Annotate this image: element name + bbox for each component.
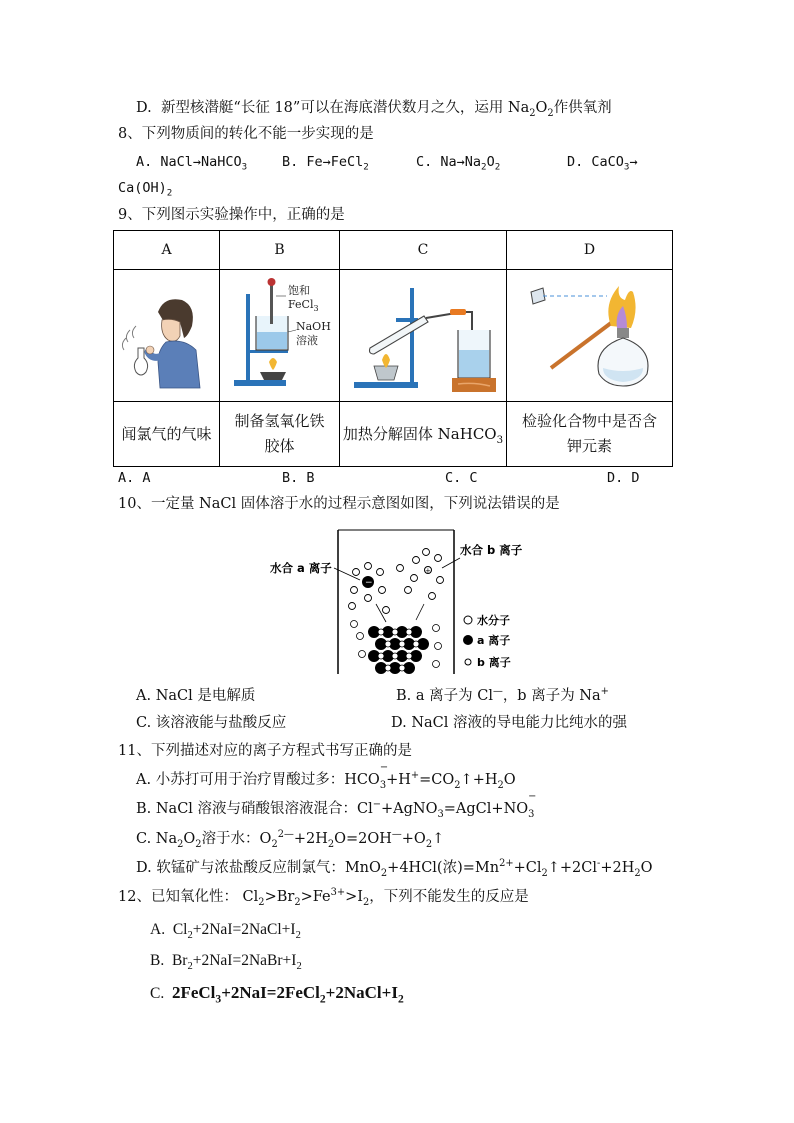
q9-image-b-cell — [220, 270, 340, 402]
q10-option-d: D. NaCl 溶液的导电能力比纯水的强 — [391, 715, 627, 731]
colloid-setup-illustration — [220, 270, 339, 397]
q9-header-a: A — [114, 231, 220, 270]
label-naoh: NaOH — [296, 320, 331, 333]
legend-b-ion: b 离子 — [477, 656, 511, 669]
q9-caption-a: 闻氯气的气味 — [114, 402, 220, 467]
q8-option-b: B. Fe→FeCl$_2$ — [282, 154, 369, 173]
q8-option-a: A. NaCl→NaHCO$_3$ — [136, 154, 248, 173]
q11-option-a: A. 小苏打可用于治疗胃酸过多：$HCO_3$ − $+H^+=CO_2↑+H_2O$ — [136, 762, 516, 791]
q10-stem: 10、一定量 NaCl 固体溶于水的过程示意图如图，下列说法错误的是 — [118, 496, 560, 512]
q9-image-a-cell — [114, 270, 220, 402]
q12-stem: 12、已知氧化性： $Cl_2>Br_2>Fe^{3+}>I_2$，下列不能发生的反应是 — [118, 887, 529, 908]
q9-answer-c: C. C — [445, 470, 478, 486]
label-hydrated-a: 水合 a 离子 — [270, 561, 332, 575]
svg-text:−: − — [365, 578, 373, 588]
nacl-dissolution-diagram — [266, 524, 536, 674]
q9-caption-c: 加热分解固体 NaHCO$_3$ — [340, 402, 507, 467]
q8-option-d-cont: $Ca(OH)_2$ — [118, 180, 173, 199]
q10-option-b: B. a 离子为 Cl—，b 离子为 Na+ — [396, 686, 609, 704]
q9-answer-a: A. A — [118, 470, 151, 486]
label-saturated: 饱和 — [288, 284, 310, 297]
q9-header-d: D — [507, 231, 673, 270]
q12-option-c: C. $2FeCl_3+2NaI=2FeCl_2+2NaCl+I_2$ — [150, 983, 404, 1006]
q9-header-b: B — [220, 231, 340, 270]
q12-option-b: B. $Br_2+2NaI=2NaBr+I_2$ — [150, 952, 302, 973]
q9-answer-b: B. B — [282, 470, 315, 486]
label-solution: 溶液 — [296, 334, 318, 347]
q9-image-c-cell — [340, 270, 507, 402]
q11-option-b: B. NaCl 溶液与硝酸银溶液混合：$Cl^-+AgNO_3=AgCl+NO_3$ − — [136, 791, 537, 820]
q8-option-c: C. $Na\to Na_2O_2$ — [416, 154, 501, 173]
q11-option-d: D. 软锰矿与浓盐酸反应制氯气：MnO$_2$+4HCl(浓)$=Mn^{2+}+Cl_2↑+2Cl^-+2H_2O$ — [136, 858, 653, 879]
prev-option-d: D. 新型核潜艇“长征 18”可以在海底潜伏数月之久，运用 $Na_2O_2$作供氧剂 — [136, 100, 612, 119]
q9-table — [113, 230, 673, 467]
flame-test-illustration — [507, 270, 672, 397]
legend-a-ion: a 离子 — [477, 634, 511, 647]
q9-header-c: C — [340, 231, 507, 270]
q9-caption-d: 检验化合物中是否含钾元素 — [507, 402, 673, 467]
q9-image-d-cell — [507, 270, 673, 402]
label-fecl3: FeCl$_3$ — [288, 298, 319, 313]
q11-option-c: C. $Na_2O_2$溶于水：$O_2^{2—}+2H_2O=2OH^—+O_2↑$ — [136, 829, 445, 850]
q11-stem: 11、下列描述对应的离子方程式书写正确的是 — [118, 743, 412, 759]
svg-text:+: + — [425, 567, 431, 575]
legend-water: 水分子 — [477, 614, 510, 627]
q9-answer-d: D. D — [607, 470, 640, 486]
q8-option-d: D. CaCO$_3$→ — [567, 154, 638, 173]
smell-gas-illustration — [114, 270, 219, 397]
q10-option-a: A. NaCl 是电解质 — [136, 688, 256, 704]
heat-decompose-illustration — [340, 270, 506, 397]
label-hydrated-b: 水合 b 离子 — [460, 543, 523, 557]
q8-stem: 8、下列物质间的转化不能一步实现的是 — [118, 126, 374, 142]
q9-stem: 9、下列图示实验操作中，正确的是 — [118, 207, 345, 223]
q9-caption-b: 制备氢氧化铁胶体 — [220, 402, 340, 467]
q12-option-a: A. $Cl_2+2NaI=2NaCl+I_2$ — [150, 921, 301, 942]
q10-option-c: C. 该溶液能与盐酸反应 — [136, 715, 287, 731]
